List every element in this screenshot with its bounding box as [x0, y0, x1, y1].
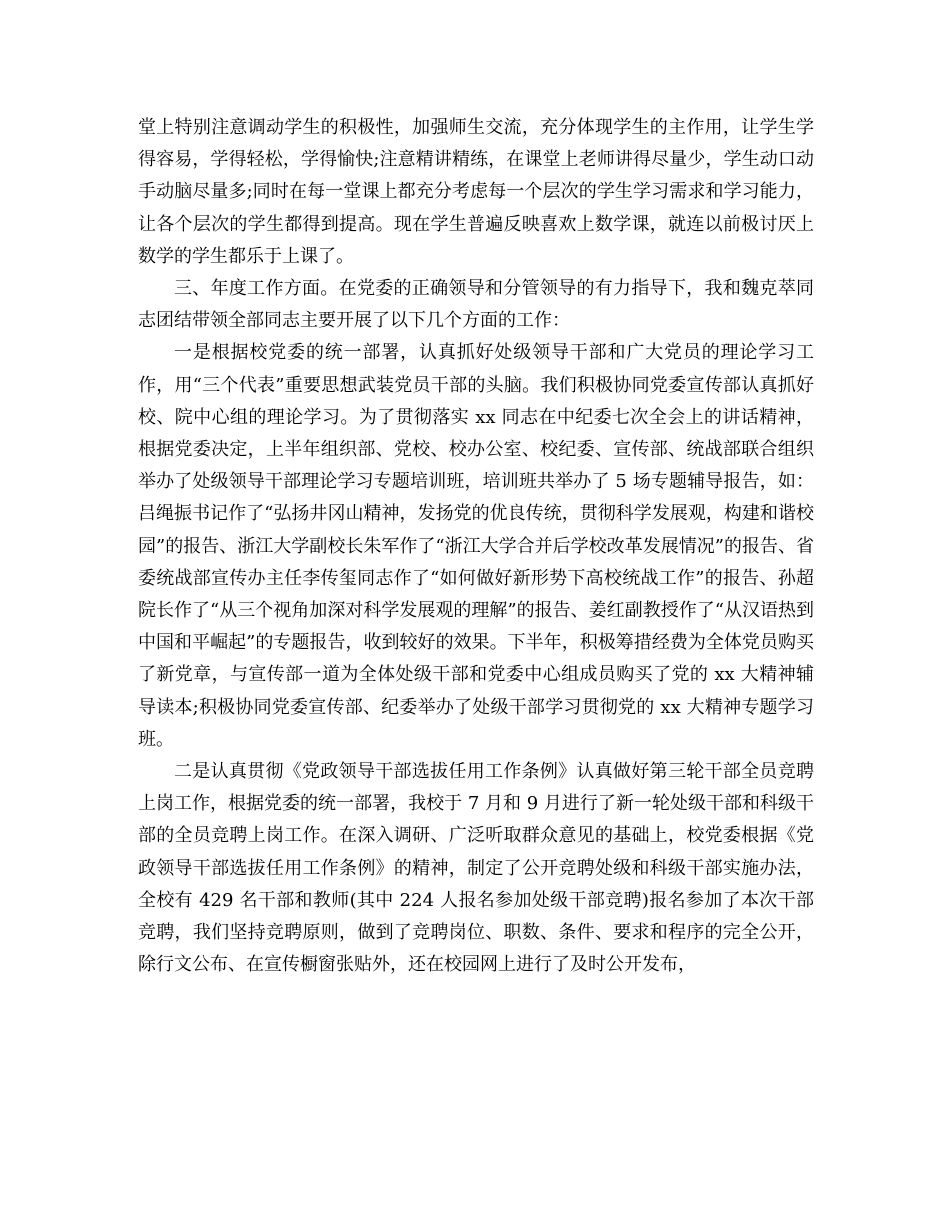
document-page	[138, 112, 814, 981]
paragraph-annual-work: 三、年度工作方面。在党委的正确领导和分管领导的有力指导下，我和魏克萃同志团结带领全部同志主要开展了以下几个方面的工作：	[138, 278, 814, 332]
paragraph-cadre-competition: 二是认真贯彻《党政领导干部选拔任用工作条例》认真做好第三轮干部全员竞聘上岗工作，根据党委的统一部署，我校于 7 月和 9 月进行了新一轮处级干部和科级干部的全员竞聘上岗工作。在深入调研、广泛听取群众意见的基础上，校党委根据《党政领导干部选拔任用工作条例》的精神，制定了公开竞聘处级和科级干部实施办法，全校有 429 名干部和教师(其中 224 人报名参加处级干部竞聘)报名参加了本次干部竞聘，我们坚持竞聘原则，做到了竞聘岗位、职数、条件、要求和程序的完全公开，除行文公布、在宣传橱窗张贴外，还在校园网上进行了及时公开发布，	[138, 761, 814, 976]
paragraph-theory-study: 一是根据校党委的统一部署，认真抓好处级领导干部和广大党员的理论学习工作，用“三个代表”重要思想武装党员干部的头脑。我们积极协同党委宣传部认真抓好校、院中心组的理论学习。为了贯彻落实 xx 同志在中纪委七次全会上的讲话精神，根据党委决定，上半年组织部、党校、校办公室、校纪委、宣传部、统战部联合组织举办了处级领导干部理论学习专题培训班，培训班共举办了 5 场专题辅导报告，如：吕绳振书记作了“弘扬井冈山精神，发扬党的优良传统，贯彻科学发展观，构建和谐校园”的报告、浙江大学副校长朱军作了“浙江大学合并后学校改革发展情况”的报告、省委统战部宣传办主任李传玺同志作了“如何做好新形势下高校统战工作”的报告、孙超院长作了“从三个视角加深对科学发展观的理解”的报告、姜红副教授作了“从汉语热到中国和平崛起”的专题报告，收到较好的效果。下半年，积极筹措经费为全体党员购买了新党章，与宣传部一道为全体处级干部和党委中心组成员购买了党的 xx 大精神辅导读本;积极协同党委宣传部、纪委举办了处级干部学习贯彻党的 xx 大精神专题学习班。	[138, 342, 814, 750]
paragraph-continued-teaching: 堂上特别注意调动学生的积极性，加强师生交流，充分体现学生的主作用，让学生学得容易，学得轻松，学得愉快;注意精讲精练，在课堂上老师讲得尽量少，学生动口动手动脑尽量多;同时在每一堂课上都充分考虑每一个层次的学生学习需求和学习能力，让各个层次的学生都得到提高。现在学生普遍反映喜欢上数学课，就连以前极讨厌上数学的学生都乐于上课了。	[138, 117, 814, 267]
